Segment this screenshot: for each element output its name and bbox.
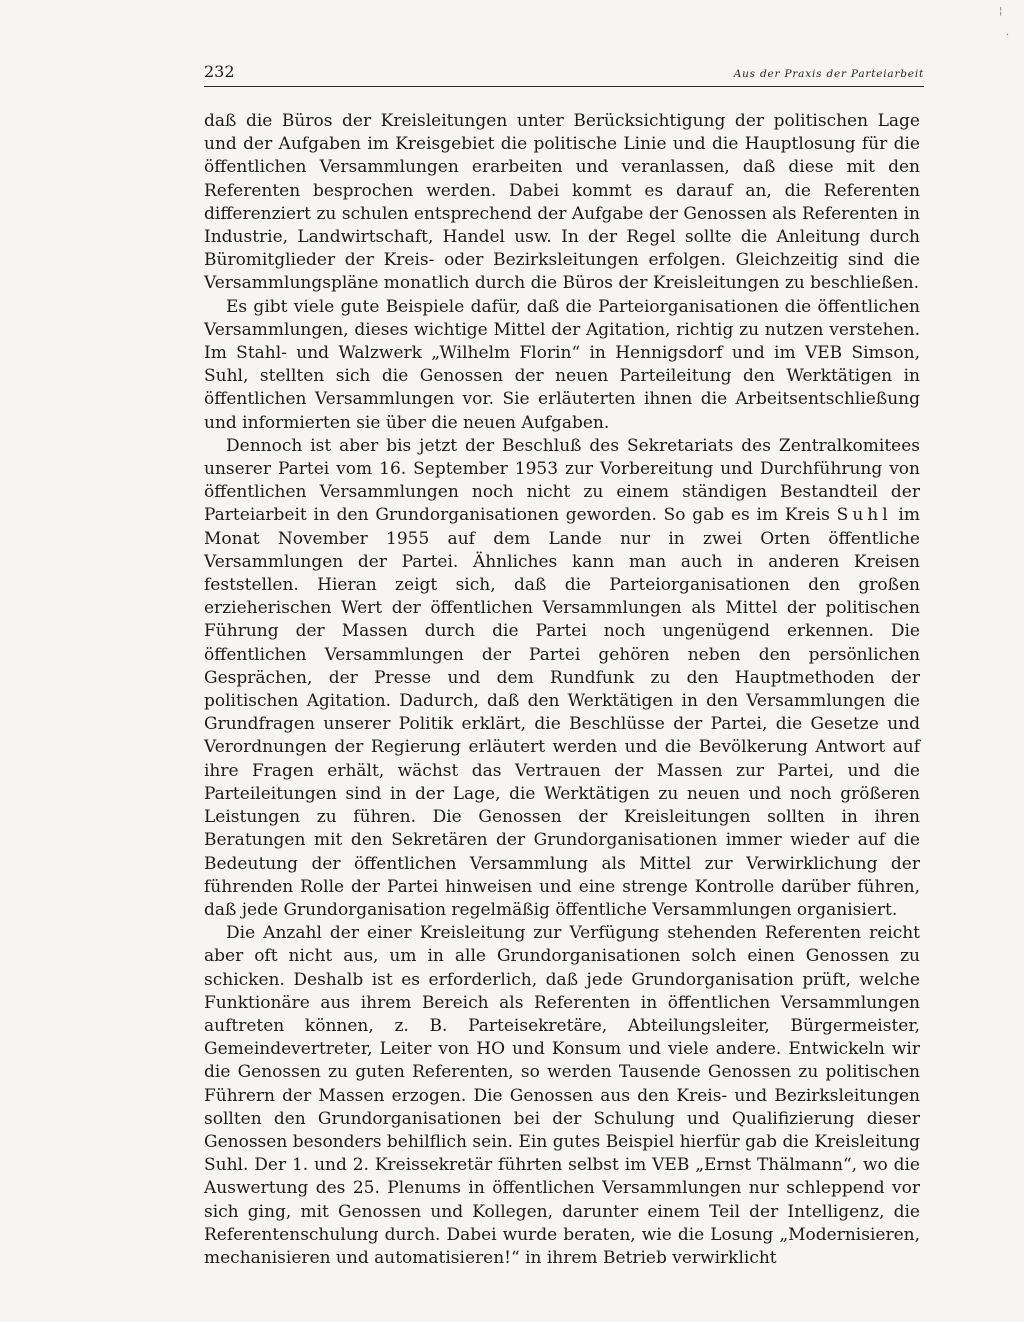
paragraph-3-text-after: im Monat November 1955 auf dem Lande nur in zwei Orten öffentliche Versammlungen der Partei. Ähnliches kann man auch in anderen Kreisen feststellen. Hieran zeigt sich, daß die Parteiorganisationen den großen erzieherischen Wert der öffentlichen Versammlungen als Mittel der politischen Führung der Massen durch die Partei noch ungenügend erkennen. Die öffentlichen Versammlungen der Partei gehören neben den persönlichen Gesprächen, der Presse und dem Rundfunk zu den Hauptmethoden der politischen Agitation. Dadurch, daß den Werktätigen in den Versammlungen die Grundfragen unserer Politik erklärt, die Beschlüsse der Partei, die Gesetze und Verordnungen der Regierung erläutert werden und die Bevölkerung Antwort auf ihre Fragen erhält, wächst das Vertrauen der Massen zur Partei, und die Parteileitungen sind in der Lage, die Werktätigen zu neuen und noch größeren Leistungen zu führen. Die Genossen der Kreisleitungen sollten in ihren Beratungen mit den Sekretären der Grundorganisationen immer wieder auf die Bedeutung der öffentlichen Versammlung als Mittel zur Verwirklichung der führenden Rolle der Partei hinweisen und eine strenge Kontrolle darüber führen, daß jede Grundorganisation regelmäßig öffentliche Versammlungen organisiert. [204,505,920,920]
body-text [204,110,920,1270]
paragraph-3 [204,435,920,922]
running-head: Aus der Praxis der Parteiarbeit [733,68,924,80]
paragraph-2: Es gibt viele gute Beispiele dafür, daß die Parteiorganisationen die öffentlichen Versammlungen, dieses wichtige Mittel der Agitation, richtig zu nutzen verstehen. Im Stahl- und Walzwerk „Wilhelm Florin“ in Hennigsdorf und im VEB Simson, Suhl, stellten sich die Genossen der neuen Parteileitung den Werktätigen in öffentlichen Versammlungen vor. Sie erläuterten ihnen die Arbeitsentschließung und informierten sie über die neuen Aufgaben. [204,296,920,433]
paragraph-3-text-before: Dennoch ist aber bis jetzt der Beschluß des Sekretariats des Zentralkomitees unserer Partei vom 16. September 1953 zur Vorbereitung und Durchführung von öffentlichen Versammlungen noch nicht zu einem ständigen Bestandteil der Parteiarbeit in den Grundorganisationen geworden. So gab es im Kreis [204,435,920,526]
paragraph-4: Die Anzahl der einer Kreisleitung zur Verfügung stehenden Referenten reicht aber oft nicht aus, um in alle Grundorganisationen solch einen Genossen zu schicken. Deshalb ist es erforderlich, daß jede Grundorganisation prüft, welche Funktionäre aus ihrem Bereich als Referenten in öffentlichen Versammlungen auftreten können, z. B. Parteisekretäre, Abteilungsleiter, Bürgermeister, Gemeindevertreter, Leiter von HO und Konsum und viele andere. Entwickeln wir die Genossen zu guten Referenten, so werden Tausende Genossen zu politischen Führern der Massen erzogen. Die Genossen aus den Kreis- und Bezirksleitungen sollten den Grundorganisationen bei der Schulung und Qualifizierung dieser Genossen besonders behilflich sein. Ein gutes Beispiel hierfür gab die Kreisleitung Suhl. Der 1. und 2. Kreissekretär führten selbst im VEB „Ernst Thälmann“, wo die Auswertung des 25. Plenums in öffentlichen Versammlungen nur schleppend vor sich ging, mit Genossen und Kollegen, darunter einem Teil der Intelligenz, die Referentenschulung durch. Dabei wurde beraten, wie die Losung „Modernisieren, mechanisieren und automatisieren!“ in ihrem Betrieb verwirklicht [204,923,920,1268]
spaced-place-name: Suhl [836,505,892,526]
paragraph-1: daß die Büros der Kreisleitungen unter Berücksichtigung der politischen Lage und der Aufgaben im Kreisgebiet die politische Linie und die Hauptlosung für die öffentlichen Versammlungen erarbeiten und veranlassen, daß diese mit den Referenten besprochen werden. Dabei kommt es darauf an, die Referenten differenziert zu schulen entsprechend der Aufgabe der Genossen als Referenten in Industrie, Landwirtschaft, Handel usw. In der Regel sollte die Anleitung durch Büromitglieder der Kreis- oder Bezirksleitungen erfolgen. Gleichzeitig sind die Versammlungspläne monatlich durch die Büros der Kreisleitungen zu beschließen. [204,111,920,294]
margin-scratch-mark: ¦ [999,6,1003,17]
margin-scratch-mark: · [1006,30,1010,41]
page-number: 232 [204,62,235,81]
page-header [204,62,924,87]
